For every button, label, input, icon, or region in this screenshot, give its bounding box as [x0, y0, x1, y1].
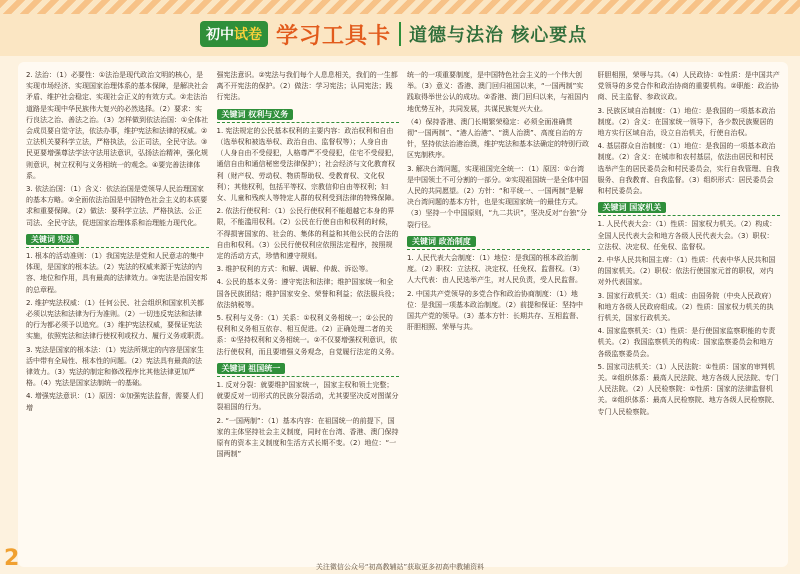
paragraph: 4. 增强宪法意识：（1）原因：①加强宪法监督，需要人们增	[26, 392, 204, 412]
paragraph: 统一的一项重要制度，是中国特色社会主义的一个伟大创举。（3）意义：香港、澳门回归祖国以来，“一国两制”实践取得举世公认的成功。②香港、澳门回归以来，与祖国内地优势互补，共同发展，共谋民族复兴大业。	[407, 71, 589, 113]
section-header	[217, 106, 400, 123]
section-header	[407, 233, 590, 250]
content-page	[18, 62, 788, 567]
paragraph: 3. 民族区域自治制度：（1）地位：是我国的一项基本政治制度。（2）含义：在国家统一领导下，各少数民族聚居的地方实行区域自治，设立自治机关，行使自治权。	[597, 106, 776, 138]
paragraph: 1. 反对分裂：就要维护国家统一，国家主权和领土完整；就要反对一切形式的民族分裂活动，尤其要坚决反对图谋分裂祖国的行为。	[216, 381, 399, 412]
section-header	[217, 360, 400, 377]
paragraph: 3. 国家行政机关：（1）组成：由国务院（中央人民政府）和地方各级人民政府组成。（2）性质：国家权力机关的执行机关，国家行政机关。	[597, 291, 776, 323]
section-title: 关键词 宪法	[26, 234, 79, 245]
section-title: 关键词 权利与义务	[217, 109, 294, 120]
page-number: 2	[4, 546, 20, 571]
paragraph: 4. 国家监察机关：（1）性质：是行使国家监察职能的专责机关。（2）我国监察机关的构成：国家监察委员会和地方各级监察委员会。	[597, 327, 776, 358]
paragraph: 2. 依法行使权利：（1）公民行使权利不能超越它本身的界限，不能滥用权利。（2）公民在行使自由和权利的时候，不得损害国家的、社会的、集体的利益和其他公民的合法的自由和权利。（3）公民行使权利应依照法定程序，按照规定的活动方式，珍惜和遵守规则。	[216, 207, 399, 261]
section-title: 关键词 祖国统一	[217, 363, 286, 374]
section-header	[26, 231, 209, 248]
paragraph: 1. 根本的活动准则：（1）我国宪法是党和人民意志的集中体现，是国家的根本法。（2）宪法的权威来源于宪法的内容、地位和作用，具有最高的法律效力。③宪法是治国安邦的总章程。	[26, 252, 208, 294]
paragraph: 4. 基层群众自治制度：（1）地位：是我国的一项基本政治制度。（2）含义：在城市和农村基层，依法由居民和村民选举产生的居民委员会和村民委员会，实行自我管理、自我服务、自我教育、自我监督。（3）组织形式：居民委员会和村民委员会。	[597, 142, 780, 196]
paragraph: 5. 国家司法机关：（1）人民法院：①性质：国家的审判机关。②组织体系：最高人民法院、地方各级人民法院、专门人民法院。（2）人民检察院：①性质：国家的法律监督机关。②组织体系：最高人民检察院、地方各级人民检察院、专门人民检察院。	[597, 362, 779, 416]
paragraph: 1. 宪法规定的公民基本权利的主要内容：政治权利和自由（选举权和被选举权、政治自由、监督权等）；人身自由（人身自由不受侵犯，人格尊严不受侵犯，住宅不受侵犯，通信自由和通信秘密受法律保护）；社会经济与文化教育权利（财产权、劳动权、物质帮助权、受教育权、文化权利）；其他权利，包括平等权、宗教信仰自由等权利；妇女、儿童和残疾人等特定人群的权利受到法律的特殊保障。	[216, 126, 399, 203]
paragraph: 2. 法治：（1）必要性：①法治是现代政治文明的核心，是实现市场经济、实现国家治理体系的基本保障，是解决社会矛盾、维护社会稳定、实现社会正义的有效方式。②走法治道路是实现中华民族伟大复兴的必然选择。（2）要求：实行良法之治、善法之治。（3）怎样做到依法治国：①全体社会成员要自觉守法，依法办事，维护宪法和法律的权威。②立法机关要科学立法，严格执法，公正司法，全民守法。③民更要增强尊法学法守法用法意识，弘扬法治精神，强化规则意识，树立权利与义务相统一的观念。④要完善法律体系。	[26, 71, 209, 180]
paragraph: 2. “一国两制”：（1）基本内容：在祖国统一的前提下，国家的主体坚持社会主义制度，同时在台湾、香港、澳门保持原有的资本主义制度和生活方式长期不变。（2）地位：“一国两制”	[216, 416, 399, 459]
header-tag-mid: 试卷	[234, 27, 262, 43]
section-title: 关键词 政治制度	[407, 236, 476, 247]
header-stripes	[0, 0, 800, 14]
column-2	[217, 70, 400, 560]
paragraph: 4. 公民的基本义务：遵守宪法和法律；维护国家统一和全国各民族团结；维护国家安全、荣誉和利益；依法服兵役；依法纳税等。	[216, 278, 399, 309]
paragraph: （4）保持香港、澳门长期繁荣稳定：必须全面准确贯彻“一国两制”、“港人治港”、“澳人治澳”、高度自治的方针，坚持依法治港治澳，维护宪法和基本法确定的特别行政区宪制秩序。	[407, 117, 589, 160]
footer-note: 关注微信公众号“初高教辅站”获取更多初高中教辅资料	[315, 563, 485, 571]
paragraph: 3. 解决台湾问题，实现祖国完全统一：（1）原因：①台湾是中国领土不可分割的一部分。②实现祖国统一是全体中国人民的共同愿望。（2）方针：“和平统一、一国两制”是解决台湾问题的基本方针，也是实现国家统一的最佳方式。（3）坚持一个中国原则，“九二共识”，坚决反对“台独”分裂行径。	[407, 164, 589, 229]
header-separator	[399, 22, 401, 46]
section-header	[598, 199, 781, 216]
paragraph: 1. 人民代表大会：（1）性质：国家权力机关。（2）构成：全国人民代表大会和地方各级人民代表大会。（3）职权：立法权、决定权、任免权、监督权。	[597, 220, 777, 251]
header-tag	[200, 21, 268, 47]
paragraph: 2. 维护宪法权威：（1）任何公民、社会组织和国家机关都必须以宪法和法律为行为准则。（2）一切违反宪法和法律的行为都必须予以追究。（3）维护宪法权威，要保证宪法实施，依照宪法和法律行使权利或权力、履行义务或职责。	[26, 298, 208, 341]
paragraph: 3. 宪法是国家的根本法：（1）宪法所规定的内容是国家生活中带有全局性、根本性的问题。（2）宪法具有最高的法律效力。（3）宪法的制定和修改程序比其他法律更加严格。（4）宪法是国家法制统一的基础。	[26, 345, 204, 388]
paragraph: 3. 依法治国：（1）含义：依法治国是党领导人民治理国家的基本方略。②全面依法治国是中国特色社会主义的本质要求和重要保障。（2）做法：要科学立法、严格执法、公正司法、全民守法，促进国家治理体系和治理能力现代化。	[26, 185, 208, 227]
column-1	[26, 70, 209, 560]
header-subtitle: 道德与法治 核心要点	[409, 25, 588, 46]
header-banner	[0, 0, 800, 56]
column-3	[407, 70, 590, 560]
column-4	[598, 70, 781, 560]
header-tag-pre: 初中	[206, 27, 234, 43]
header-title-bar	[200, 16, 600, 52]
content-columns	[26, 70, 780, 560]
paragraph: 2. 中国共产党领导的多党合作和政治协商制度：（1）地位：是我国一项基本政治制度。（2）前提和保证：坚持中国共产党的领导。（3）基本方针：长期共存、互相监督、肝胆相照、荣辱与共。	[407, 289, 583, 332]
paragraph: 3. 维护权利的方式：和解、调解、仲裁、诉讼等。	[216, 265, 373, 274]
paragraph: 强宪法意识。②宪法与我们每个人息息相关，我们的一生都离不开宪法的保护。（2）做法：学习宪法；认同宪法；践行宪法。	[216, 71, 398, 102]
paragraph: 1. 人民代表大会制度：（1）地位：是我国的根本政治制度。（2）职权：立法权、决定权、任免权、监督权。（3）人大代表：由人民选举产生，对人民负责，受人民监督。	[407, 254, 584, 285]
paragraph: 肝胆相照，荣辱与共。（4）人民政协：①性质：是中国共产党领导的多党合作和政治协商的重要机构。②职能：政治协商、民主监督、参政议政。	[597, 71, 780, 102]
paragraph: 2. 中华人民共和国主席：（1）性质：代表中华人民共和国的国家机关。（2）职权：依法行使国家元首的职权，对内对外代表国家。	[597, 256, 776, 287]
header-title: 学习工具卡	[276, 23, 392, 49]
section-title: 关键词 国家机关	[598, 202, 667, 213]
paragraph: 5. 权利与义务：（1）关系：①权利义务相统一；②公民的权利和义务相互依存、相互促进。（2）正确处理二者的关系：①坚持权利和义务相统一。②不仅要增强权利意识，依法行使权利，而且要增强义务观念，自觉履行法定的义务。	[216, 314, 399, 356]
